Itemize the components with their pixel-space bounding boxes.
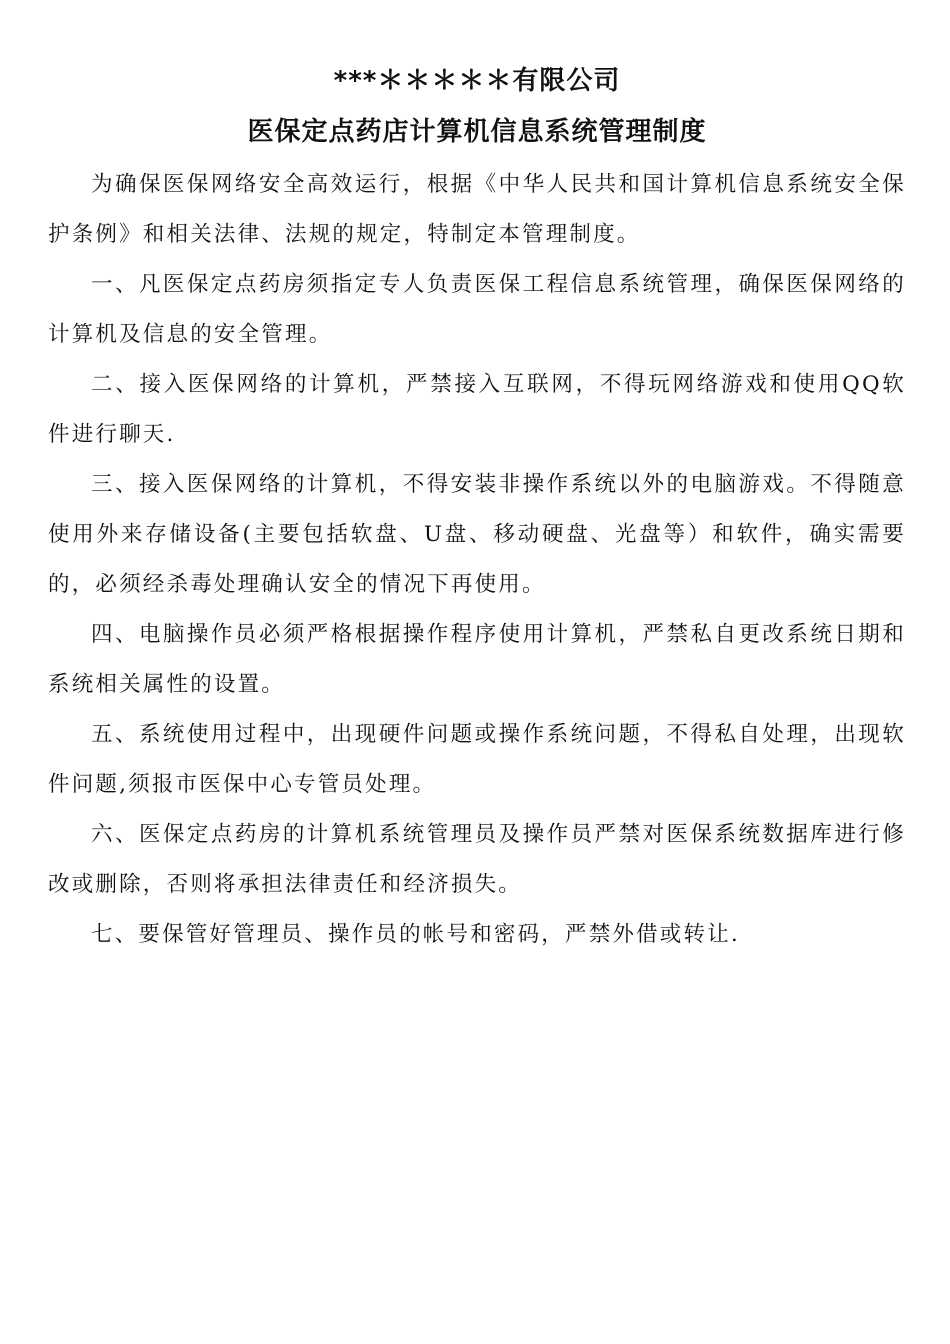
paragraph-3: 三、接入医保网络的计算机，不得安装非操作系统以外的电脑游戏。不得随意使用外来存储设备(主要包括软盘、U盘、移动硬盘、光盘等）和软件，确实需要的，必须经杀毒处理确认安全的情况下再使用。	[48, 472, 906, 597]
document-body	[48, 160, 906, 960]
paragraph-7: 七、要保管好管理员、操作员的帐号和密码，严禁外借或转让.	[91, 922, 740, 947]
document-title: 医保定点药店计算机信息系统管理制度	[247, 117, 707, 147]
paragraph-2: 二、接入医保网络的计算机，严禁接入互联网，不得玩网络游戏和使用QQ软件进行聊天.	[48, 372, 906, 447]
paragraph-4: 四、电脑操作员必须严格根据操作程序使用计算机，严禁私自更改系统日期和系统相关属性的设置。	[48, 622, 906, 697]
paragraph-intro: 为确保医保网络安全高效运行，根据《中华人民共和国计算机信息系统安全保护条例》和相关法律、法规的规定，特制定本管理制度。	[48, 172, 906, 247]
paragraph-5: 五、系统使用过程中，出现硬件问题或操作系统问题，不得私自处理，出现软件问题,须报市医保中心专管员处理。	[48, 722, 906, 797]
paragraph-6: 六、医保定点药房的计算机系统管理员及操作员严禁对医保系统数据库进行修改或删除，否则将承担法律责任和经济损失。	[48, 822, 906, 897]
paragraph-1: 一、凡医保定点药房须指定专人负责医保工程信息系统管理，确保医保网络的计算机及信息的安全管理。	[48, 272, 906, 347]
company-name: ***＊＊＊＊＊有限公司	[333, 66, 621, 96]
